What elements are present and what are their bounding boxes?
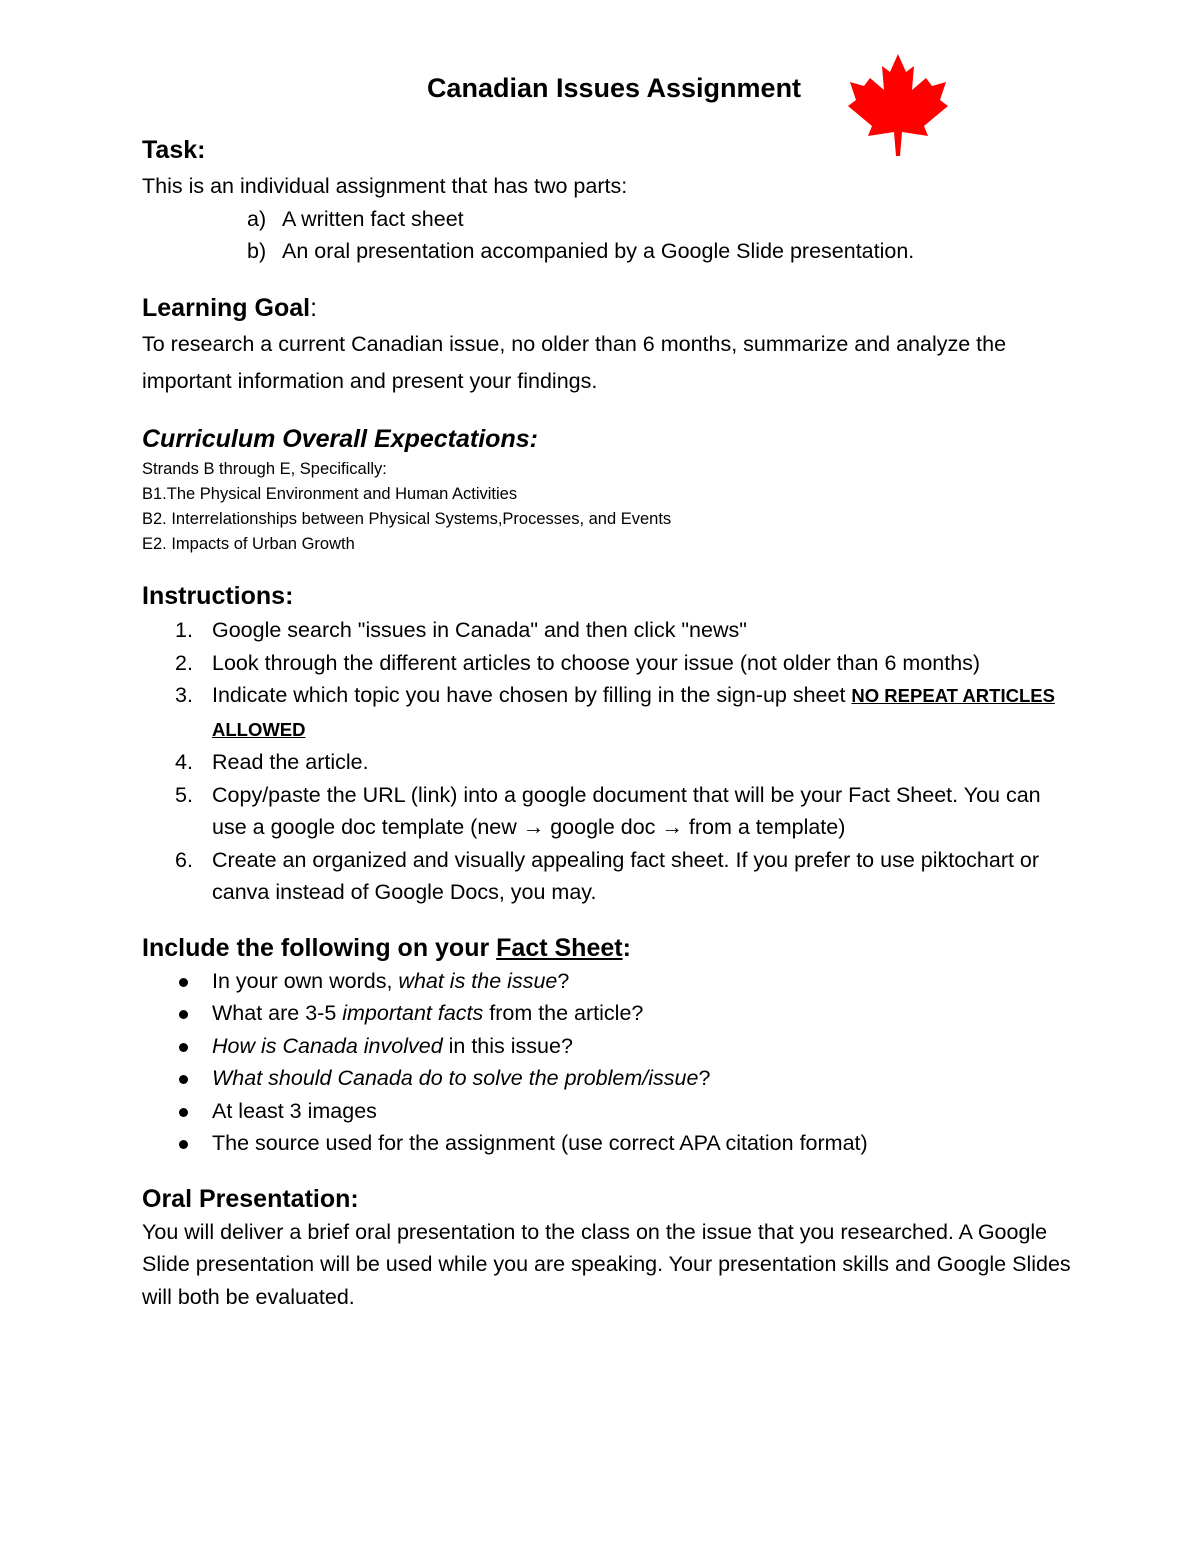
list-item-em: What should Canada do to solve the problem/issue	[212, 1066, 699, 1090]
list-item-text: Google search "issues in Canada" and then click "news"	[212, 618, 747, 642]
list-item	[142, 997, 1072, 1030]
oral-presentation-text: You will deliver a brief oral presentation to the class on the issue that you researched. A Google Slide presentation will be used while you are speaking. Your presentation skills and Google Slides will both be evaluated.	[142, 1219, 1071, 1309]
list-item	[142, 1127, 1072, 1160]
instructions-section	[142, 579, 1072, 909]
list-item	[142, 779, 1072, 844]
list-item-text: Copy/paste the URL (link) into a google document that will be your Fact Sheet. You can use a google doc template (new → google doc → from a template)	[212, 782, 1041, 839]
bullet-icon	[179, 1140, 188, 1149]
curriculum-line: B2. Interrelationships between Physical Systems,Processes, and Events	[142, 510, 672, 528]
list-item-text: Look through the different articles to choose your issue (not older than 6 months)	[212, 650, 981, 675]
list-item-post: from the article?	[483, 1001, 644, 1025]
fact-sheet-heading-pre: Include the following on your	[142, 933, 497, 962]
list-item-em: important facts	[342, 1001, 484, 1025]
oral-presentation-heading: Oral Presentation:	[142, 1184, 359, 1213]
document-body	[142, 133, 1072, 1313]
list-item	[142, 614, 1072, 647]
list-item-em: How is Canada involved	[212, 1033, 443, 1058]
list-item-post: in this issue?	[442, 1033, 573, 1058]
list-item-em: what is the issue	[398, 968, 558, 993]
task-parts-list	[142, 203, 1072, 267]
list-item	[142, 1030, 1072, 1063]
list-item-pre: What are 3-5	[212, 1001, 343, 1025]
bullet-icon	[179, 1108, 188, 1117]
list-item	[142, 1095, 1072, 1128]
list-marker: 2.	[175, 650, 193, 675]
curriculum-heading: Curriculum Overall Expectations:	[142, 425, 538, 453]
list-item	[142, 965, 1072, 998]
instructions-list	[142, 614, 1072, 909]
learning-goal-section	[142, 291, 1072, 400]
list-item-text: Create an organized and visually appealing fact sheet. If you prefer to use piktochart or canva instead of Google Docs, you may.	[212, 847, 1040, 904]
list-item	[142, 1062, 1072, 1095]
learning-goal-colon: :	[310, 294, 318, 322]
list-item	[142, 679, 1072, 746]
list-item-text: A written fact sheet	[282, 207, 464, 231]
curriculum-line: E2. Impacts of Urban Growth	[142, 535, 355, 553]
bullet-icon	[179, 1010, 188, 1019]
fact-sheet-heading-link: Fact Sheet	[496, 933, 623, 962]
oral-presentation-section	[142, 1182, 1072, 1314]
list-item	[142, 746, 1072, 779]
task-intro: This is an individual assignment that has two parts:	[142, 174, 628, 198]
list-marker: b)	[247, 239, 267, 263]
curriculum-line: Strands B through E, Specifically:	[142, 460, 387, 478]
list-item	[142, 844, 1072, 909]
instructions-heading: Instructions:	[142, 582, 294, 610]
list-item-text: An oral presentation accompanied by a Google Slide presentation.	[282, 239, 915, 263]
list-item-pre: In your own words,	[212, 968, 399, 993]
list-marker: 3.	[175, 683, 193, 707]
list-item	[142, 203, 1072, 235]
list-item-post: ?	[698, 1066, 711, 1090]
bullet-icon	[179, 1043, 188, 1052]
list-marker: 5.	[175, 782, 193, 807]
list-item-pre: The source used for the assignment (use correct APA citation format)	[212, 1131, 868, 1155]
fact-sheet-list	[142, 965, 1072, 1160]
list-marker: a)	[247, 207, 267, 231]
list-item	[142, 647, 1072, 680]
list-item	[142, 235, 1072, 267]
bullet-icon	[179, 1075, 188, 1084]
list-item-text: Indicate which topic you have chosen by filling in the sign-up sheet	[212, 683, 852, 707]
list-item-text: Read the article.	[212, 750, 369, 774]
fact-sheet-section	[142, 931, 1072, 1160]
list-marker: 4.	[175, 750, 193, 774]
list-marker: 1.	[175, 618, 193, 642]
page-title: Canadian Issues Assignment	[426, 73, 802, 103]
fact-sheet-heading	[142, 931, 1072, 965]
learning-goal-heading-text: Learning Goal	[142, 294, 311, 322]
task-heading: Task:	[142, 136, 206, 164]
curriculum-section	[142, 422, 1072, 557]
list-marker: 6.	[175, 847, 193, 872]
bullet-icon	[179, 978, 188, 987]
list-item-post: ?	[557, 968, 570, 993]
learning-goal-heading	[142, 291, 1072, 325]
curriculum-line: B1.The Physical Environment and Human Activities	[142, 485, 518, 503]
task-section	[142, 133, 1072, 267]
learning-goal-text: To research a current Canadian issue, no older than 6 months, summarize and analyze the important information and present your findings.	[142, 332, 1007, 393]
list-item-pre: At least 3 images	[212, 1098, 377, 1123]
fact-sheet-heading-post: :	[622, 933, 631, 962]
no-repeat-notice: NO REPEAT ARTICLES ALLOWED	[212, 685, 1055, 740]
